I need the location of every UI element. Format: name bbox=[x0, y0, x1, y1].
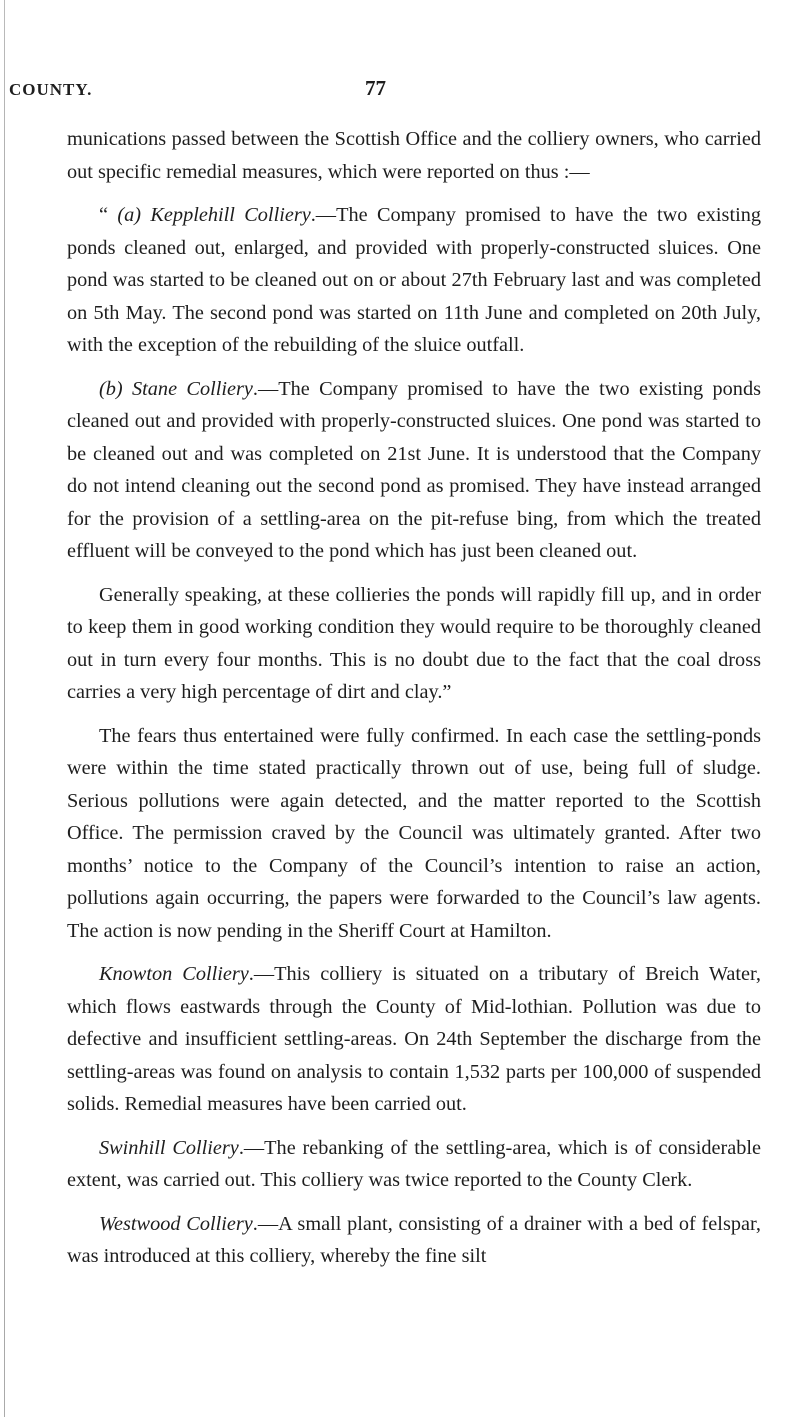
paragraph-kepplehill bbox=[67, 199, 761, 362]
paragraph-text: .—This colliery is situated on a tributary of Breich Water, which flows eastwards through the County of Mid-lothian. Pollution was due to defective and insufficient settling-areas. On 24th September the discharge from the settling-areas was found on analysis to contain 1,532 parts per 100,000 of suspended solids. Remedial measures have been carried out. bbox=[67, 963, 761, 1115]
paragraph-text: Generally speaking, at these collieries the ponds will rapidly fill up, and in order to keep them in good working condition they would require to be thoroughly cleaned out in turn every four months. This is no doubt due to the fact that the coal dross carries a very high percentage of dirt and clay.” bbox=[67, 583, 761, 703]
paragraph-westwood bbox=[67, 1208, 761, 1273]
running-head: COUNTY. bbox=[9, 80, 93, 99]
colliery-heading: Westwood Colliery bbox=[99, 1212, 253, 1235]
page-number: 77 bbox=[365, 76, 386, 100]
paragraph-swinhill bbox=[67, 1132, 761, 1197]
paragraph-text: .—The Company promised to have the two existing ponds cleaned out and provided with properly-constructed sluices. One pond was started to be cleaned out and was completed on 21st June. It is understood that the Company do not intend cleaning out the second pond as promised. They have instead arranged for the provision of a settling-area on the pit-refuse bing, from which the treated effluent will be conveyed to the pond which has just been cleaned out. bbox=[67, 377, 761, 562]
colliery-heading: Swinhill Colliery bbox=[99, 1136, 239, 1159]
page-binding-edge bbox=[4, 0, 5, 1417]
paragraph-text: .—The rebanking of the settling-area, which is of considerable extent, was carried out. This colliery was twice reported to the County Clerk. bbox=[67, 1136, 762, 1191]
page-header bbox=[9, 76, 789, 106]
paragraph-continuation bbox=[67, 123, 761, 188]
colliery-heading: (a) Kepplehill Colliery bbox=[117, 204, 311, 226]
paragraph-stane bbox=[67, 373, 761, 568]
opening-quote: “ bbox=[99, 204, 109, 226]
paragraph-text: munications passed between the Scottish Office and the colliery owners, who carried out specific remedial measures, which were reported on thus :— bbox=[67, 128, 761, 183]
paragraph-text: .—A small plant, consisting of a drainer with a bed of felspar, was introduced at this colliery, whereby the fine silt bbox=[67, 1212, 761, 1267]
paragraph-fears bbox=[67, 720, 761, 948]
paragraph-knowton bbox=[67, 958, 761, 1121]
colliery-heading: Knowton Colliery bbox=[99, 963, 249, 985]
paragraph-generally bbox=[67, 579, 761, 709]
paragraph-text: .—The Company promised to have the two existing ponds cleaned out, enlarged, and provided with properly-constructed sluices. One pond was started to be cleaned out on or about 27th February last and was completed on 5th May. The second pond was started on 11th June and completed on 20th July, with the exception of the rebuilding of the sluice outfall. bbox=[67, 204, 762, 356]
colliery-heading: (b) Stane Colliery bbox=[99, 377, 253, 400]
paragraph-text: The fears thus entertained were fully confirmed. In each case the settling-ponds were within the time stated practically thrown out of use, being full of sludge. Serious pollutions were again detected, and the matter reported to the Scottish Office. The permission craved by the Council was ultimately granted. After two months’ notice to the Company of the Council’s intention to raise an action, pollutions again occurring, the papers were forwarded to the Council’s law agents. The action is now pending in the Sheriff Court at Hamilton. bbox=[67, 724, 761, 942]
body-text bbox=[67, 123, 761, 1273]
